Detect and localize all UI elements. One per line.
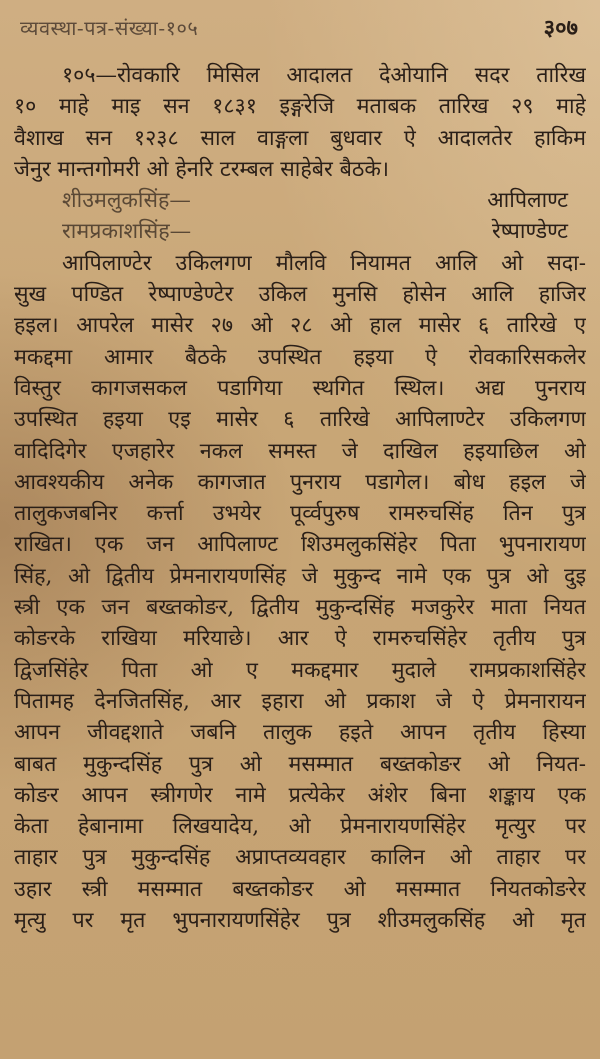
text-line: केता हेबानामा लिखयादेय, ओ प्रेमनारायणसिंहेर मृत्युर पर	[14, 814, 586, 840]
text-line: आवश्यकीय अनेक कागजात पुनराय पडागेल। बोध हइल जे	[14, 469, 586, 495]
party-role: रेष्पाण्डेण्ट	[491, 219, 568, 245]
text-line: मकद्दमा आमार बैठके उपस्थित हइया ऐ रोवकारिसकलेर	[14, 344, 586, 370]
text-line: जेनुर मान्तगोमरी ओ हेनरि टरम्बल साहेबेर बैठके।	[14, 156, 390, 182]
text-line: सिंह, ओ द्वितीय प्रेमनारायणसिंह जे मुकुन्द नामे एक पुत्र ओ दुइ	[14, 563, 586, 589]
running-head: व्यवस्था-पत्र-संख्या-१०५	[20, 16, 199, 40]
text-line: हइल। आपरेल मासेर २७ ओ २८ ओ हाल मासेर ६ तारिखे ए	[14, 313, 586, 339]
text-line: १०५—रोवकारि मिसिल आदालत देओयानि सदर तारिख	[62, 63, 586, 88]
text-line: स्त्री एक जन बख्तकोङर, द्वितीय मुकुन्दसिंह मजकुरेर माता नियत	[14, 595, 586, 621]
text-line: बाबत मुकुन्दसिंह पुत्र ओ मसम्मात बख्तकोङर ओ नियत-	[14, 751, 586, 777]
text-line: वैशाख सन १२३८ साल वाङ्गला बुधवार ऐ आदालतेर हाकिम	[14, 125, 586, 151]
text-line: वादिदिगेर एजहारेर नकल समस्त जे दाखिल हइयाछिल ओ	[14, 438, 586, 464]
text-line: मृत्यु पर मृत भुपनारायणसिंहेर पुत्र शीउमलुकसिंह ओ मृत	[14, 908, 586, 934]
text-line: तालुकजबनिर कर्त्ता उभयेर पूर्व्वपुरुष रामरुचसिंह तिन पुत्र	[14, 501, 586, 527]
party-appellant	[14, 185, 586, 216]
party-respondent	[14, 216, 586, 247]
text-line: कोङरके राखिया मरियाछे। आर ऐ रामरुचसिंहेर तृतीय पुत्र	[14, 626, 586, 652]
text-line: राखित। एक जन आपिलाण्ट शिउमलुकसिंहेर पिता भुपनारायण	[14, 532, 586, 558]
text-line: विस्तुर कागजसकल पडागिया स्थगित स्थिल। अद्य पुनराय	[14, 375, 586, 401]
text-line: उपस्थित हइया एइ मासेर ६ तारिखे आपिलाण्टेर उकिलगण	[14, 407, 586, 433]
text-line: कोङर आपन स्त्रीगणेर नामे प्रत्येकेर अंशेर बिना शङ्काय एक	[14, 782, 586, 808]
text-line: पितामह देनजितसिंह, आर इहारा ओ प्रकाश जे ऐ प्रेमनारायन	[14, 688, 586, 714]
party-name: रामप्रकाशसिंह—	[62, 219, 192, 245]
page-header	[20, 10, 578, 44]
text-line: आपिलाण्टेर उकिलगण मौलवि नियामत आलि ओ सदा-	[62, 250, 586, 276]
page-number: ३०७	[543, 15, 578, 41]
text-line: उहार स्त्री मसम्मात बख्तकोङर ओ मसम्मात नियतकोङरेर	[14, 876, 586, 902]
text-line: ताहार पुत्र मुकुन्दसिंह अप्राप्तव्यवहार कालिन ओ ताहार पर	[14, 845, 586, 871]
party-role: आपिलाण्ट	[487, 188, 568, 214]
text-line: सुख पण्डित रेष्पाण्डेण्टेर उकिल मुनसि होसेन आलि हाजिर	[14, 282, 586, 308]
document-body	[14, 60, 586, 936]
text-line: १० माहे माइ सन १८३१ इङ्गरेजि मताबक तारिख २९ माहे	[14, 94, 586, 120]
text-line: आपन जीवद्दशाते जबनि तालुक हइते आपन तृतीय हिस्या	[14, 720, 586, 746]
party-name: शीउमलुकसिंह—	[62, 188, 191, 214]
text-line: द्विजसिंहेर पिता ओ ए मकद्दमार मुदाले रामप्रकाशसिंहेर	[14, 657, 586, 683]
